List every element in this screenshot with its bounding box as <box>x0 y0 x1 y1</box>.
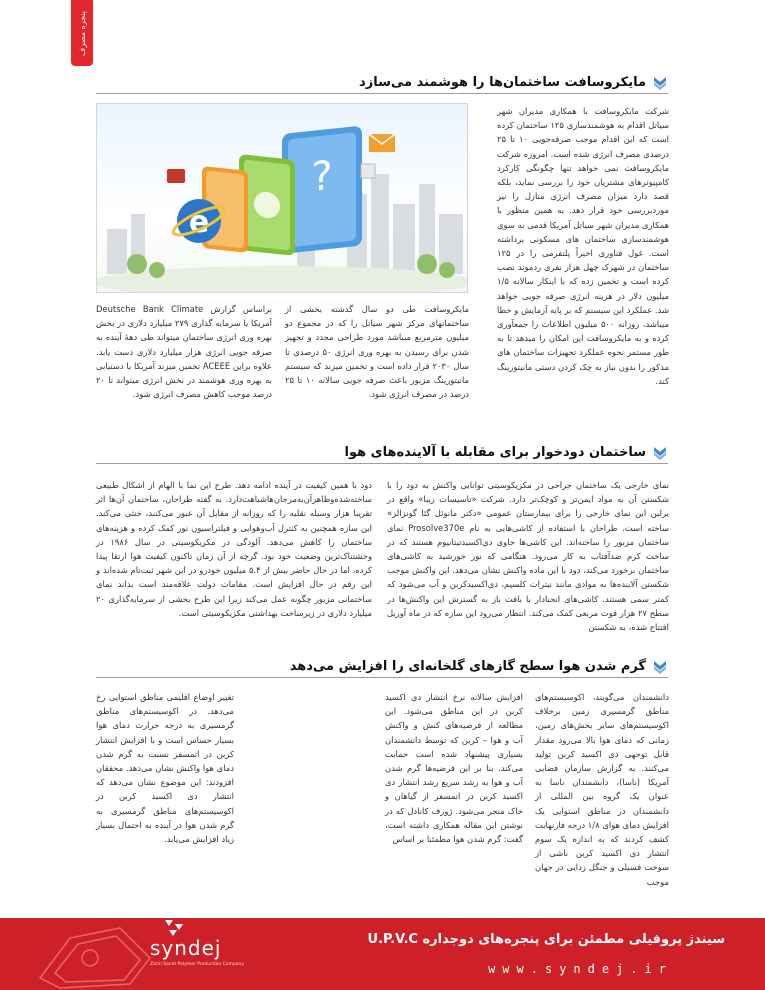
section2-title: ساختمان دودخوار برای مقابله با آلاینده‌های هوا <box>344 445 646 460</box>
chevron-icon <box>652 74 668 90</box>
section3-header <box>96 656 668 678</box>
syndej-ad-banner <box>0 918 765 990</box>
brand-subtitle: Zarin Sanat Polymer Production Company <box>150 962 245 967</box>
svg-text:e: e <box>188 205 210 240</box>
section-tab <box>71 0 93 66</box>
window-outline-icon <box>30 918 160 990</box>
section1-column-right: شرکت مایکروسافت با همکاری مدیران شهر سیاتل اقدام به هوشمندسازی ۱۲۵ ساختمان کرده است که این اقدام موجب صرفه‌جویی ۱۰ تا ۲۵ درصدی مصرف انرژی شده است. امروزه شرکت مایکروسافت نمی خواهد تنها چگونگی کارکرد کامپیوترهای مشتریان خود را بررسی نماید، بلکه قصد دارد میزان مصرف انرژی منازل را نیز موردبررسی خود قرار دهد. به همین منظور با همکاری مدیران شهر سیاتل آمریکا قدمی به سوی هوشمندسازی ساختمان های مسکونی برداشته است. غول فناوری اخیراً پلتفرمی را در ۱۲۵ ساختمان در شهرک چهل هزار نفری ردموند نصب کرده است و تخمین زده که با اینکار سالانه ۱/۵ میلیون دلار در هزینه انرژی صرفه جویی خواهد شد. عملکرد این سیستم که بر پایه آزمایش و خطا میباشد، روزانه ۵۰۰ میلیون اطلاعات را جمعآوری کرده و به مایکروسافت این امکان را میدهد تا به طور مستمر نحوه عملکرد تجهیزات ساختمان های مذکور را بدون نیاز به چک کردن دستی مانیتورینگ کند. <box>497 106 669 386</box>
section3-column-4: تغییر اوضاع اقلیمی مناطق استوایی رخ می‌دهد. در اکوسیستم‌های مناطق گرمسیری به درجه حرارت دمای هوا بسیار حساس است و با افزایش انتشار کربن در اتمسفر نسبت به گرم شدن دمای هوا واکنش نشان می‌دهد. محققان افزودند: این موضوع نشان می‌دهد که انتشار دی اکسید کربن در اکوسیستم‌های مناطق گرمسیری به گرم شدن هوا در آینده به احتمال بسیار زیاد افزایش می‌یابد. <box>96 692 234 845</box>
section2-column-right: نمای خارجی یک ساختمان جراحی در مکزیکوسیتی توانایی واکنش به دود را با شکستن آن به مواد ایمن‌تر و کوچک‌تر دارد. شرکت «تاسیسات زیبا» واقع در برلین این نمای خارجی را برای بیمارستان عمومی «دکتر مانوئل گئا گونزالز» ساخته است. طراحان با استفاده از کاشی‌هایی به نام Prosolve370e نمای ساختمان مزبور را ساخته‌اند. این کاشی‌ها حاوی دی‌اکسیدتیتانیوم هستند که در ساخت کرم ضدآفتاب به کار می‌رود. هنگامی که نور خورشید به کاشی‌های ساختمان برخورد می‌کند، دود با این ماده واکنش نشان می‌دهد. این واکنش موجب شکستن آلاینده‌ها به موادی مانند نیترات کلسیم، دی‌اکسیدکربن و آب می‌شود که کمتر سمی هستند. کاشی‌های انحنادار با بافت باز به گسترش این واکنش‌ها در سطح ۲۷ هزار فوت مربعی کمک می‌کند. انتظار می‌رود این سازه که در ماه آوریل افتتاح شده، به شکستن <box>387 480 669 633</box>
chevron-icon <box>652 444 668 460</box>
section3-column-1: دانشمندان می‌گویند، اکوسیستم‌های مناطق گرمسیری زمین برخلاف اکوسیستم‌های سایر بخش‌های زمین، زمانی که دمای هوا بالا می‌رود مقدار قابل توجهی دی اکسید کربن تولید می‌کنند. به گزارش سازمان فضایی آمریکا (ناسا)، دانشمندان ناسا به عنوان یک گروه بین المللی از دانشمندان در مناطق استوایی یک افزایش دمای هوای ۱/۸ درجه فارنهایت کشف کردند که به اندازه یک سوم انتشار دی اکسید کربن ناشی از سوخت فسیلی و جنگل زدایی در جهان موجب <box>535 692 669 887</box>
section1-title: مایکروسافت ساختمان‌ها را هوشمند می‌سازد <box>359 75 646 90</box>
brand-name: syndej <box>150 936 222 960</box>
section3-column-2: افزایش سالانه نرخ انتشار دی اکسید کربن در این مناطق می‌شود. این مطالعه از فرضیه‌های کنش و واکنش آب و هوا – کربن که توسط دانشمندان بسیاری پیشنهاد شده است حمایت می‌کند. بنا بر این فرضیه‌ها گرم شدن آب و هوا به رشد سریع رشد انتشار دی اکسید کربن در اتمسفر از گیاهان و خاک منجر می‌شود. ژورف کانادل که در نوشتن این مقاله همکاری داشته است، گفت: گرم شدن هوا مطمئنا بر اساس <box>385 692 523 845</box>
section1-column-middle: مایکروسافت طی دو سال گذشته بخشی از ساختمانهای مرکز شهر سیاتل را که در مجموع دو میلیون مترمربع میباشد مورد طراحی مجدد و تجهیز شدن برای رسیدن به بهره وری انرژی ۵۰ درصدی تا سال ۲۰۳۰ قرار داده است و تخمین میزند که سیستم مانیتورینگ مزبور باعث صرفه جویی سالانه ۱۰ تا ۲۵ درصد در مصرف انرژی شود. <box>285 304 469 400</box>
section-tab-label: پنجره مصرف <box>77 10 87 56</box>
svg-text:?: ? <box>311 152 333 201</box>
section1-header <box>96 72 668 94</box>
section1-column-left: براساس گزارش Deutsche Bank Climate آمریکا با سرمایه گذاری ۲۷۹ میلیارد دلاری در بخش بهره وری انرژی ساختمان میتواند طی دهۀ آینده به صرفه جویی انرژی هزار میلیارد دلاری دست یابد. علاوه براین ACEEE تخمین میزند آمریکا با دستیابی به بهره وری هوشمند در بخش انرژی میتواند تا ۲۰ درصد موجب کاهش مصرف انرژی شود. <box>96 304 272 400</box>
section3-title: گرم شدن هوا سطح گازهای گلخانه‌ای را افزایش می‌دهد <box>289 659 646 674</box>
chevron-icon <box>652 658 668 674</box>
cloud-computing-illustration <box>96 103 468 293</box>
ad-slogan: سیندژ پروفیلی مطمئن برای پنجره‌های دوجداره U.P.V.C <box>367 932 725 947</box>
section2-header <box>96 442 668 464</box>
section2-column-left: دود با همین کیفیت در آینده ادامه دهد. طرح این نما با الهام از اشکال طبیعی ساخته‌شده‌وظاهرآن‌به‌مرجان‌هاشباهت‌دارد. به گفته طراحان، ساختمان آن‌ها اثر تقریبا هزار وسیله نقلیه را که روزانه از مقابل آن عبور می‌کنند، خنثی می‌کند. این سازه همچنین به کنترل آب‌وهوایی و فیلتراسیون نور کمک کرده و هزینه‌های ساختمان را کاهش می‌دهد. آلودگی در مکزیکوسیتی در سال ۱۹۸۶ در وخشتناک‌ترین وضعیت خود بود. گرچه از آن زمان تاکنون کیفیت هوا ارتقا پیدا کرده، اما در حال حاضر بیش از ۵.۴ میلیون خودرو در این شهر ثبت‌نام شده‌اند و این رقم در حال افزایش است. مقامات دولت علاقه‌مند است بداند نمای ساختمانی مزبور چگونه عمل می‌کند زیرا این طرح بخشی از سرمایه‌گذاری ۲۰ میلیارد دلاری در زیرساخت بهداشتی مکزیکوسیتی است. <box>96 480 373 618</box>
website-link[interactable]: www.syndej.ir <box>488 962 673 976</box>
